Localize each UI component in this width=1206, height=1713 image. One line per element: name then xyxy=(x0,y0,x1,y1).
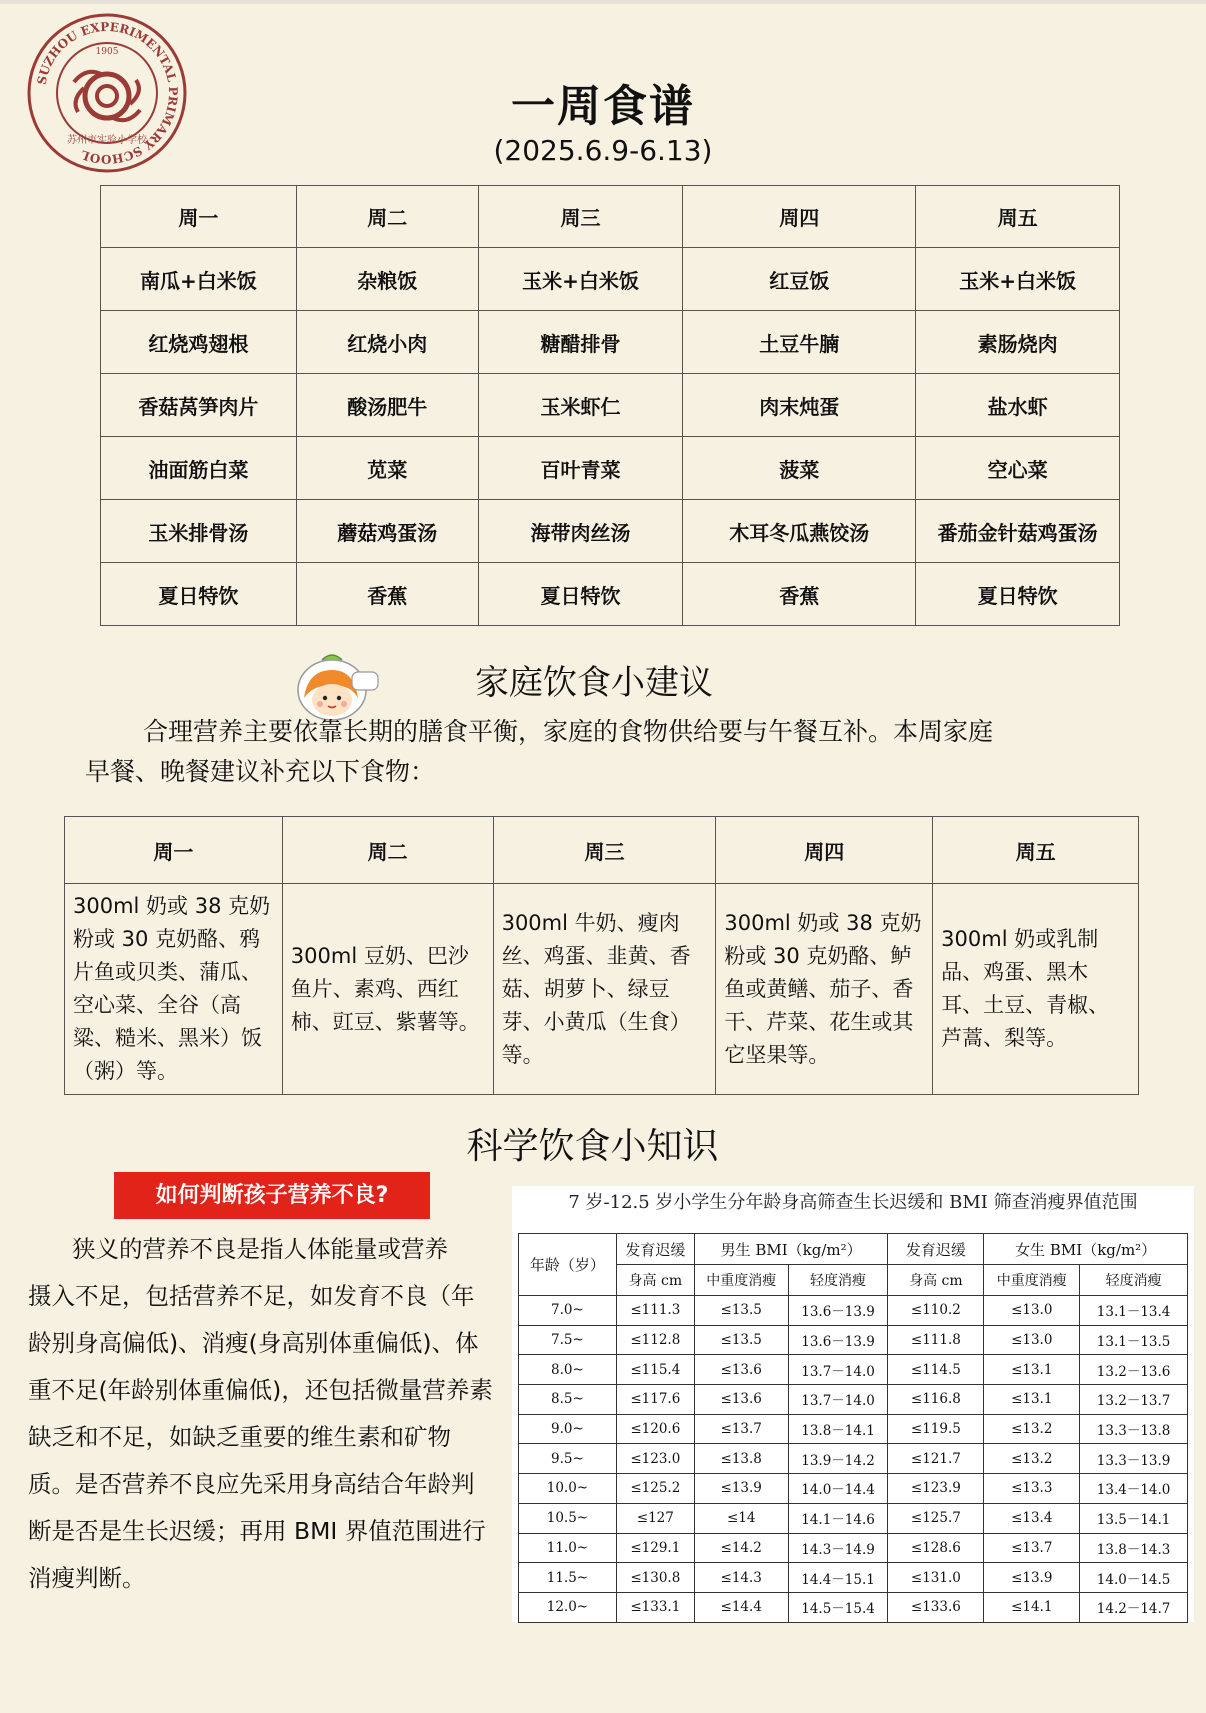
bmi-table-row xyxy=(519,1503,1188,1533)
family-suggestion-table xyxy=(64,816,1139,1095)
menu-cell: 玉米+白米饭 xyxy=(478,248,683,311)
menu-cell: 肉末炖蛋 xyxy=(683,374,916,437)
bmi-cell: 13.1－13.5 xyxy=(1080,1325,1188,1355)
bmi-header-row xyxy=(519,1234,1188,1265)
bmi-age-header: 年龄（岁） xyxy=(519,1234,617,1296)
bmi-cell: ≤13.3 xyxy=(984,1474,1080,1504)
bmi-cell: ≤114.5 xyxy=(888,1355,984,1385)
menu-row-main xyxy=(101,311,1120,374)
bmi-cell: 7.5~ xyxy=(519,1325,617,1355)
bmi-cell: 14.3－14.9 xyxy=(788,1533,888,1563)
bmi-height-header: 身高 cm xyxy=(616,1265,694,1296)
bmi-cell: ≤13.6 xyxy=(694,1355,788,1385)
bmi-cell: ≤14.3 xyxy=(694,1563,788,1593)
suggestion-day-header: 周一 xyxy=(65,817,283,884)
bmi-cell: 13.9－14.2 xyxy=(788,1444,888,1474)
menu-day-header: 周三 xyxy=(478,186,683,248)
menu-cell: 菠菜 xyxy=(683,437,916,500)
menu-cell: 盐水虾 xyxy=(916,374,1120,437)
menu-cell: 香蕉 xyxy=(683,563,916,626)
menu-cell: 木耳冬瓜燕饺汤 xyxy=(683,500,916,563)
menu-cell: 苋菜 xyxy=(296,437,478,500)
paragraph-line: 缺乏和不足，如缺乏重要的维生素和矿物 xyxy=(28,1423,451,1451)
bmi-cell: ≤123.9 xyxy=(888,1474,984,1504)
bmi-table-row xyxy=(519,1563,1188,1593)
menu-cell: 夏日特饮 xyxy=(478,563,683,626)
suggestion-day-header: 周三 xyxy=(493,817,716,884)
menu-cell: 油面筋白菜 xyxy=(101,437,297,500)
bmi-severe-header: 中重度消瘦 xyxy=(694,1265,788,1296)
bmi-cell: ≤133.6 xyxy=(888,1592,984,1622)
menu-cell: 红烧鸡翅根 xyxy=(101,311,297,374)
bmi-cell: 14.0－14.4 xyxy=(788,1474,888,1504)
bmi-cell: 13.1－13.4 xyxy=(1080,1296,1188,1326)
bmi-cell: 13.3－13.9 xyxy=(1080,1444,1188,1474)
suggestion-cell: 300ml 奶或 38 克奶粉或 30 克奶酪、鸦片鱼或贝类、蒲瓜、空心菜、全谷（高粱、糙米、黑米）饭（粥）等。 xyxy=(65,884,283,1095)
advice-title: 家庭饮食小建议 xyxy=(475,663,713,703)
bmi-cell: ≤127 xyxy=(616,1503,694,1533)
menu-cell: 番茄金针菇鸡蛋汤 xyxy=(916,500,1120,563)
bmi-cell: 14.0－14.5 xyxy=(1080,1563,1188,1593)
paragraph-line: 龄别身高偏低)、消瘦(身高别体重偏低)、体 xyxy=(28,1329,479,1357)
bmi-cell: 13.2－13.7 xyxy=(1080,1385,1188,1415)
paragraph-line: 重不足(年龄别体重偏低)，还包括微量营养素 xyxy=(28,1376,493,1404)
menu-cell: 香蕉 xyxy=(296,563,478,626)
bmi-table-row xyxy=(519,1385,1188,1415)
bmi-cell: 13.8－14.3 xyxy=(1080,1533,1188,1563)
suggestion-header-row xyxy=(65,817,1139,884)
bmi-table-row xyxy=(519,1474,1188,1504)
bmi-cell: ≤13.1 xyxy=(984,1355,1080,1385)
science-title: 科学饮食小知识 xyxy=(466,1126,719,1167)
bmi-cell: ≤13.7 xyxy=(984,1533,1080,1563)
bmi-cell: ≤116.8 xyxy=(888,1385,984,1415)
menu-day-header: 周四 xyxy=(683,186,916,248)
bmi-cell: ≤13.2 xyxy=(984,1414,1080,1444)
malnutrition-question-banner: 如何判断孩子营养不良? xyxy=(114,1172,430,1219)
bmi-cell: 10.5~ xyxy=(519,1503,617,1533)
menu-cell: 夏日特饮 xyxy=(101,563,297,626)
suggestion-cell: 300ml 豆奶、巴沙鱼片、素鸡、西红柿、豇豆、紫薯等。 xyxy=(282,884,493,1095)
bmi-cell: ≤13.2 xyxy=(984,1444,1080,1474)
page-title: 一周食谱 xyxy=(511,81,695,132)
suggestion-cell: 300ml 牛奶、瘦肉丝、鸡蛋、韭黄、香菇、胡萝卜、绿豆芽、小黄瓜（生食）等。 xyxy=(493,884,716,1095)
menu-cell: 百叶青菜 xyxy=(478,437,683,500)
bmi-table-row xyxy=(519,1355,1188,1385)
suggestion-cell: 300ml 奶或 38 克奶粉或 30 克奶酪、鲈鱼或黄鳝、茄子、香干、芹菜、花生或其它坚果等。 xyxy=(716,884,933,1095)
bmi-cell: 13.2－13.6 xyxy=(1080,1355,1188,1385)
paragraph-line: 摄入不足，包括营养不足，如发育不良（年 xyxy=(28,1282,475,1310)
menu-day-header: 周二 xyxy=(296,186,478,248)
bmi-severe-header: 中重度消瘦 xyxy=(984,1265,1080,1296)
bmi-cell: 13.4－14.0 xyxy=(1080,1474,1188,1504)
bmi-cell: 8.5~ xyxy=(519,1385,617,1415)
menu-cell: 红豆饭 xyxy=(683,248,916,311)
bmi-cell: ≤13.7 xyxy=(694,1414,788,1444)
menu-cell: 南瓜+白米饭 xyxy=(101,248,297,311)
bmi-cell: ≤13.0 xyxy=(984,1296,1080,1326)
bmi-cell: ≤125.7 xyxy=(888,1503,984,1533)
bmi-female-header: 女生 BMI（kg/m²） xyxy=(984,1234,1188,1265)
bmi-cell: ≤13.4 xyxy=(984,1503,1080,1533)
bmi-cell: ≤14.4 xyxy=(694,1592,788,1622)
bmi-cell: 14.1－14.6 xyxy=(788,1503,888,1533)
menu-cell: 玉米排骨汤 xyxy=(101,500,297,563)
bmi-cell: ≤14 xyxy=(694,1503,788,1533)
bmi-cell: 8.0~ xyxy=(519,1355,617,1385)
suggestion-day-header: 周五 xyxy=(933,817,1139,884)
bmi-cell: ≤125.2 xyxy=(616,1474,694,1504)
menu-row-extra xyxy=(101,563,1120,626)
suggestion-cell: 300ml 奶或乳制品、鸡蛋、黑木耳、土豆、青椒、芦蒿、梨等。 xyxy=(933,884,1139,1095)
menu-row-soup xyxy=(101,500,1120,563)
bmi-cell: 14.4－15.1 xyxy=(788,1563,888,1593)
bmi-male-header: 男生 BMI（kg/m²） xyxy=(694,1234,888,1265)
bmi-cell: ≤123.0 xyxy=(616,1444,694,1474)
bmi-table xyxy=(518,1233,1188,1623)
bmi-cell: 13.6－13.9 xyxy=(788,1296,888,1326)
menu-row-staple xyxy=(101,248,1120,311)
bmi-subheader-row xyxy=(519,1265,1188,1296)
bmi-table-title: 7 岁-12.5 岁小学生分年龄身高筛查生长迟缓和 BMI 筛查消瘦界值范围 xyxy=(568,1192,1138,1213)
bmi-cell: ≤117.6 xyxy=(616,1385,694,1415)
bmi-table-row xyxy=(519,1533,1188,1563)
bmi-cell: ≤119.5 xyxy=(888,1414,984,1444)
menu-cell: 玉米虾仁 xyxy=(478,374,683,437)
menu-cell: 杂粮饭 xyxy=(296,248,478,311)
bmi-cell: 7.0~ xyxy=(519,1296,617,1326)
menu-cell: 蘑菇鸡蛋汤 xyxy=(296,500,478,563)
mascot-sticker-icon xyxy=(292,648,382,722)
advice-intro-line: 合理营养主要依靠长期的膳食平衡，家庭的食物供给要与午餐互补。本周家庭 xyxy=(143,717,994,746)
paragraph-line: 消瘦判断。 xyxy=(28,1564,146,1592)
paragraph-line: 狭义的营养不良是指人体能量或营养 xyxy=(72,1235,448,1263)
menu-cell: 空心菜 xyxy=(916,437,1120,500)
bmi-table-row xyxy=(519,1296,1188,1326)
suggestion-row xyxy=(65,884,1139,1095)
bmi-cell: ≤129.1 xyxy=(616,1533,694,1563)
bmi-cell: ≤13.9 xyxy=(984,1563,1080,1593)
bmi-cell: ≤13.1 xyxy=(984,1385,1080,1415)
bmi-reference-figure xyxy=(512,1186,1194,1622)
menu-row-side xyxy=(101,374,1120,437)
menu-cell: 香菇莴笋肉片 xyxy=(101,374,297,437)
logo-year: 1905 xyxy=(95,47,119,57)
bmi-cell: ≤131.0 xyxy=(888,1563,984,1593)
bmi-cell: 11.5~ xyxy=(519,1563,617,1593)
logo-bottom-text: 苏州市实验小学校 xyxy=(67,135,147,146)
bmi-cell: 13.6－13.9 xyxy=(788,1325,888,1355)
suggestion-day-header: 周二 xyxy=(282,817,493,884)
malnutrition-paragraph xyxy=(28,1226,508,1602)
bmi-cell: 14.5－15.4 xyxy=(788,1592,888,1622)
bmi-cell: ≤120.6 xyxy=(616,1414,694,1444)
bmi-cell: ≤13.0 xyxy=(984,1325,1080,1355)
bmi-table-row xyxy=(519,1444,1188,1474)
menu-header-row xyxy=(101,186,1120,248)
weekly-menu-table xyxy=(100,185,1120,626)
bmi-cell: ≤128.6 xyxy=(888,1533,984,1563)
date-range: (2025.6.9-6.13) xyxy=(493,134,713,167)
bmi-cell: 14.2－14.7 xyxy=(1080,1592,1188,1622)
advice-intro xyxy=(85,712,1125,792)
bmi-cell: 13.8－14.1 xyxy=(788,1414,888,1444)
logo-ring-text: SUZHOU EXPERIMENTAL PRIMARY SCHOOL xyxy=(34,19,181,167)
paragraph-line: 断是否是生长迟缓；再用 BMI 界值范围进行 xyxy=(28,1517,486,1545)
menu-row-vegetable xyxy=(101,437,1120,500)
bmi-cell: ≤115.4 xyxy=(616,1355,694,1385)
bmi-cell: ≤13.5 xyxy=(694,1325,788,1355)
bmi-mild-header: 轻度消瘦 xyxy=(1080,1265,1188,1296)
bmi-cell: ≤14.1 xyxy=(984,1592,1080,1622)
bmi-cell: ≤111.8 xyxy=(888,1325,984,1355)
menu-cell: 糖醋排骨 xyxy=(478,311,683,374)
menu-day-header: 周五 xyxy=(916,186,1120,248)
bmi-cell: 9.0~ xyxy=(519,1414,617,1444)
bmi-stunting-header: 发育迟缓 xyxy=(616,1234,694,1265)
bmi-table-row xyxy=(519,1325,1188,1355)
paragraph-line: 质。是否营养不良应先采用身高结合年龄判 xyxy=(28,1470,475,1498)
bmi-cell: 9.5~ xyxy=(519,1444,617,1474)
bmi-cell: ≤111.3 xyxy=(616,1296,694,1326)
menu-cell: 玉米+白米饭 xyxy=(916,248,1120,311)
bmi-cell: ≤112.8 xyxy=(616,1325,694,1355)
bmi-cell: 12.0~ xyxy=(519,1592,617,1622)
menu-cell: 红烧小肉 xyxy=(296,311,478,374)
menu-cell: 夏日特饮 xyxy=(916,563,1120,626)
advice-intro-line: 早餐、晚餐建议补充以下食物： xyxy=(85,757,436,786)
menu-day-header: 周一 xyxy=(101,186,297,248)
menu-cell: 素肠烧肉 xyxy=(916,311,1120,374)
suggestion-day-header: 周四 xyxy=(716,817,933,884)
bmi-cell: ≤121.7 xyxy=(888,1444,984,1474)
bmi-cell: ≤13.5 xyxy=(694,1296,788,1326)
bmi-cell: ≤133.1 xyxy=(616,1592,694,1622)
bmi-cell: 13.7－14.0 xyxy=(788,1385,888,1415)
bmi-cell: 11.0~ xyxy=(519,1533,617,1563)
bmi-cell: 13.5－14.1 xyxy=(1080,1503,1188,1533)
bmi-table-body xyxy=(519,1296,1188,1623)
menu-cell: 酸汤肥牛 xyxy=(296,374,478,437)
bmi-table-row xyxy=(519,1414,1188,1444)
menu-cell: 海带肉丝汤 xyxy=(478,500,683,563)
bmi-mild-header: 轻度消瘦 xyxy=(788,1265,888,1296)
bmi-cell: 13.7－14.0 xyxy=(788,1355,888,1385)
bmi-cell: ≤14.2 xyxy=(694,1533,788,1563)
bmi-cell: ≤13.6 xyxy=(694,1385,788,1415)
bmi-cell: ≤13.8 xyxy=(694,1444,788,1474)
bmi-cell: 13.3－13.8 xyxy=(1080,1414,1188,1444)
bmi-cell: ≤110.2 xyxy=(888,1296,984,1326)
bmi-stunting-header: 发育迟缓 xyxy=(888,1234,984,1265)
bmi-cell: ≤130.8 xyxy=(616,1563,694,1593)
menu-cell: 土豆牛腩 xyxy=(683,311,916,374)
bmi-cell: ≤13.9 xyxy=(694,1474,788,1504)
bmi-cell: 10.0~ xyxy=(519,1474,617,1504)
bmi-table-row xyxy=(519,1592,1188,1622)
top-edge xyxy=(0,0,1206,4)
bmi-height-header: 身高 cm xyxy=(888,1265,984,1296)
